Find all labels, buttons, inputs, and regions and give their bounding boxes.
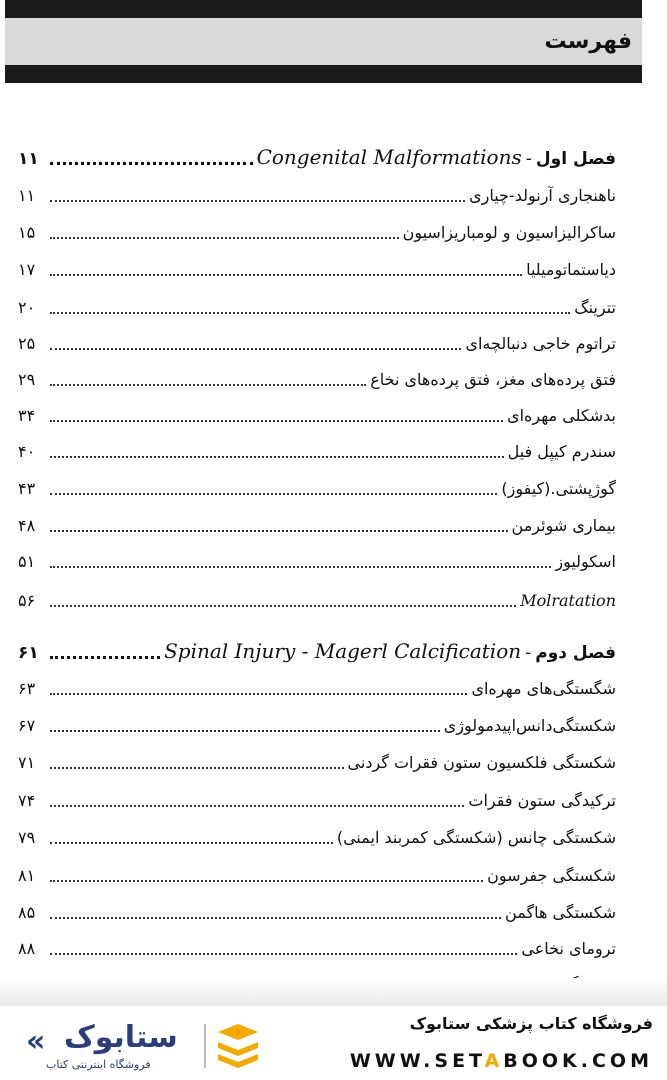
toc-entry[interactable] [18,289,616,319]
toc-entry[interactable] [18,507,616,537]
page-title: فهرست [544,29,632,54]
chapter-latin-title: Congenital Malformations [256,145,522,169]
header-band [5,18,642,65]
entry-title: فتق پرده‌های مغز، فتق پرده‌های نخاع [370,370,616,389]
entry-page: ۱۱ [18,186,36,205]
store-url[interactable] [350,1050,653,1072]
entry-title: تراتوم خاجی دنبالچه‌ای [465,334,616,353]
entry-page: ۲۵ [18,334,36,353]
chapter-heading[interactable] [18,140,616,170]
entry-title: ترکیدگی ستون فقرات [468,791,616,810]
entry-page: ۸۱ [18,866,36,885]
entry-title: گوژپشتی.(کیفوز) [501,479,616,498]
entry-page: ۶۷ [18,716,36,735]
dot-leader [50,566,551,568]
entry-page: ۸۸ [18,939,36,958]
entry-title: اسکولیوز [555,552,616,571]
entry-title: شکستگی‌دانس‌اپیدمولوژی [443,716,616,735]
entry-title: سندرم کیپل فیل [507,442,616,461]
dot-leader [50,384,366,386]
toc-entry[interactable] [18,433,616,463]
setabook-logo [26,1020,264,1076]
entry-title: شکستگی فلکسیون ستون فقرات گردنی [347,753,616,772]
toc-entry[interactable] [18,582,616,612]
chapter-title: فصل دوم-Spinal Injury - Magerl Calcification [164,639,616,663]
entry-title: ناهنجاری آرنولد-چیاری [469,186,616,205]
logo-word: ستابوک [64,1020,178,1055]
toc-entry[interactable] [18,707,616,737]
entry-title: بدشکلی مهره‌ای [507,406,616,425]
chapter-page: ۶۱ [18,643,39,663]
toc-entry[interactable] [18,214,616,244]
chapter-label: فصل دوم [535,643,616,663]
toc-entry[interactable] [18,782,616,812]
store-name: فروشگاه کتاب پزشکی ستابوک [409,1014,653,1033]
chevrons-icon: « [26,1024,46,1059]
dot-leader [50,237,399,239]
entry-page: ۵۱ [18,552,36,571]
entry-title: شگستگی‌های مهره‌ای [471,679,616,698]
entry-page: ۴۰ [18,442,36,461]
dot-leader [50,880,483,882]
toc-entry[interactable] [18,361,616,391]
toc-entry[interactable] [18,397,616,427]
dot-leader [50,530,508,532]
entry-title: شکستگی چانس (شکستگی کمربند ایمنی) [336,828,616,847]
entry-title: دیاستماتومیلیا [526,260,616,279]
entry-page: ۲۰ [18,298,36,317]
dot-leader [50,953,517,955]
url-accent: A [484,1050,504,1072]
chapter-latin-title: Spinal Injury - Magerl Calcification [164,639,522,663]
entry-title: ترومای نخاعی [521,939,616,958]
chapter-title: فصل اول-Congenital Malformations [256,145,616,169]
toc-entry[interactable] [18,894,616,924]
entry-title: بیماری شوئرمن [511,516,616,535]
entry-page: ۶۳ [18,679,36,698]
toc-entry[interactable] [18,930,616,960]
toc-entry[interactable] [18,251,616,281]
entry-page: ۷۹ [18,828,36,847]
toc-entry[interactable] [18,857,616,887]
url-part: BOOK.COM [503,1050,653,1072]
header-bar [5,0,642,83]
logo-subtitle: فروشگاه اینترنتی کتاب [46,1058,151,1071]
dot-leader [50,456,504,458]
url-part: WWW.SET [349,1050,485,1072]
page-edge-shadow [0,978,667,1006]
entry-title: تترینگ [574,298,616,317]
chapter-label: فصل اول [535,149,616,169]
dot-leader [50,312,570,314]
dot-leader [50,767,344,769]
entry-page: ۴۳ [18,479,36,498]
entry-page: ۴۸ [18,516,36,535]
dot-leader [50,420,503,422]
entry-page: ۷۴ [18,791,36,810]
dot-leader [50,842,333,844]
entry-title: شکستگی هاگمن [505,903,616,922]
footer [0,1006,667,1080]
entry-page: ۷۱ [18,753,36,772]
logo-divider [204,1024,206,1068]
dot-leader [50,493,497,495]
entry-title: Molratation [520,591,616,610]
dot-leader [50,200,465,202]
entry-page: ۱۵ [18,223,36,242]
dot-leader [50,162,253,165]
entry-title: شکستگی جفرسون [487,866,616,885]
dot-leader [50,274,522,276]
dot-leader [50,348,461,350]
dot-leader [50,656,160,659]
dot-leader [50,693,467,695]
dot-leader [50,917,501,919]
entry-page: ۳۴ [18,406,36,425]
toc-entry[interactable] [18,470,616,500]
toc-entry[interactable] [18,744,616,774]
entry-page: ۸۵ [18,903,36,922]
toc-entry[interactable] [18,543,616,573]
chapter-page: ۱۱ [18,149,39,169]
toc-entry[interactable] [18,325,616,355]
entry-page: ۲۹ [18,370,36,389]
entry-page: ۵۶ [18,591,36,610]
entry-title: ساکرالیزاسیون و لومباریزاسیون [402,223,616,242]
chapter-heading[interactable] [18,634,616,664]
dot-leader [50,605,516,607]
entry-page: ۱۷ [18,260,36,279]
toc-entry[interactable] [18,819,616,849]
dot-leader [50,805,464,807]
dot-leader [50,730,440,732]
toc-entry[interactable] [18,177,616,207]
toc-entry[interactable] [18,670,616,700]
book-stack-icon [214,1022,262,1070]
